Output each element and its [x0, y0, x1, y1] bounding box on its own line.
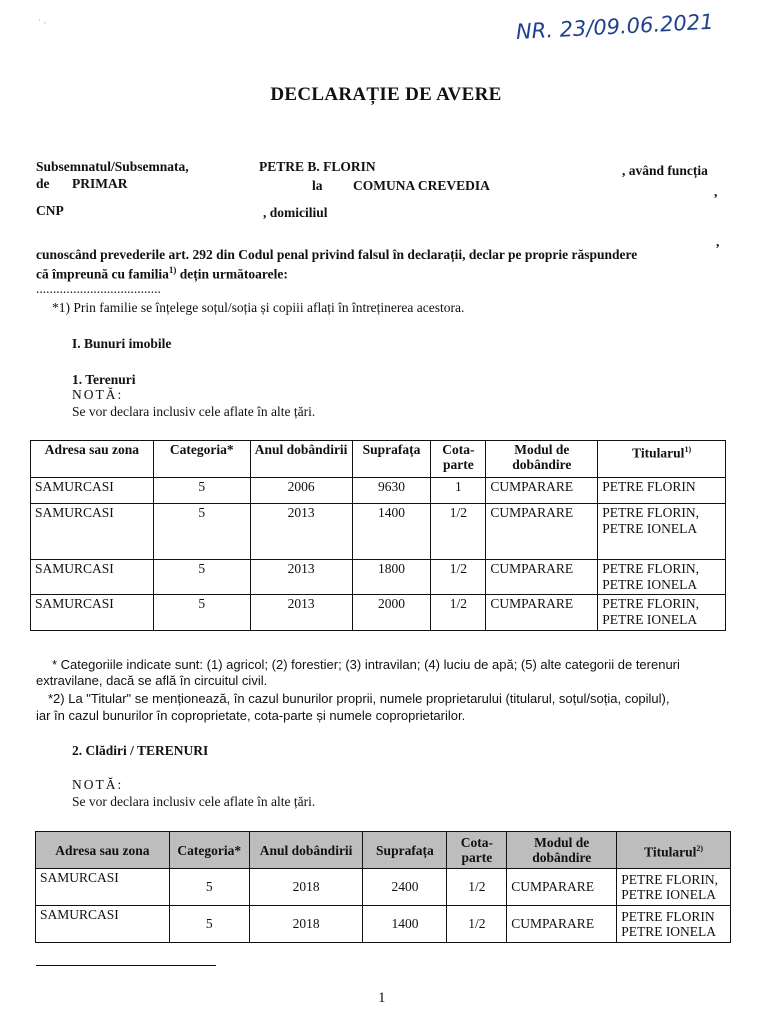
table-row: SAMURCASI 5 2013 1800 1/2 CUMPARARE PETRE FLORIN, PETRE IONELA	[31, 560, 726, 595]
column-header: Modul de dobândire	[507, 832, 617, 869]
column-header: Modul de dobândire	[486, 441, 598, 478]
column-header: Adresa sau zona	[31, 441, 154, 478]
footnote-separator	[36, 965, 216, 966]
categories-note: extravilane, dacă se află în circuitul civil.	[36, 673, 268, 688]
cladiri-table	[35, 831, 731, 943]
column-header: Titularul$^{1)}$	[598, 441, 726, 478]
page-number: 1	[378, 990, 386, 1006]
function-value: PRIMAR	[72, 176, 128, 191]
subsection-heading: 1. Terenuri	[72, 372, 136, 387]
declarant-name: PETRE B. FLORIN	[259, 159, 376, 174]
column-header: Cota-parte	[447, 832, 507, 869]
scan-artifact: ˙ ·	[38, 18, 47, 28]
table-row: SAMURCASI 5 2018 2400 1/2 CUMPARARE PETRE FLORIN, PETRE IONELA	[36, 869, 731, 906]
section-heading: I. Bunuri imobile	[72, 336, 172, 351]
intro-line: cunoscând prevederile art. 292 din Codul penal privind falsul în declarații, declar pe proprie răspundere	[36, 247, 638, 262]
institution-value: COMUNA CREVEDIA	[353, 178, 490, 193]
avand-functia-label: , având funcția	[622, 163, 708, 178]
column-header: Suprafața	[352, 441, 431, 478]
intro-line: că împreună cu familia$^{1)}$ dețin următoarele:	[36, 265, 288, 282]
nota-label: NOTĂ:	[72, 777, 124, 792]
column-header: Categoria*	[169, 832, 249, 869]
column-header: Categoria*	[153, 441, 250, 478]
comma-mark: ,	[716, 234, 720, 249]
column-header: Anul dobândirii	[250, 441, 352, 478]
column-header: Suprafața	[363, 832, 447, 869]
nota-text: Se vor declara inclusiv cele aflate în alte țări.	[72, 404, 316, 419]
terenuri-table	[30, 440, 726, 631]
document-title: DECLARAȚIE DE AVERE	[270, 84, 502, 105]
nota-label: NOTĂ:	[72, 387, 124, 402]
categories-note: * Categoriile indicate sunt: (1) agricol; (2) forestier; (3) intravilan; (4) luciu de apă; (5) alte categorii de terenuri	[52, 657, 680, 672]
subsection-heading: 2. Clădiri / TERENURI	[72, 743, 209, 758]
domiciliul-label: , domiciliul	[263, 205, 328, 220]
table-row: SAMURCASI 5 2018 1400 1/2 CUMPARARE PETRE FLORIN PETRE IONELA	[36, 906, 731, 943]
la-label: la	[312, 178, 323, 193]
column-header: Adresa sau zona	[36, 832, 170, 869]
titular-note: *2) La "Titular" se menționează, în cazul bunurilor proprii, numele proprietarului (titularul, soțul/soția, copilul),	[48, 691, 670, 706]
column-header: Anul dobândirii	[249, 832, 363, 869]
footnote-family: *1) Prin familie se înțelege soțul/soția și copiii aflați în întreținerea acestora.	[52, 300, 465, 315]
column-header: Titularul$^{2)}$	[617, 832, 731, 869]
table-row: SAMURCASI 5 2006 9630 1 CUMPARARE PETRE FLORIN	[31, 478, 726, 504]
table-row: SAMURCASI 5 2013 2000 1/2 CUMPARARE PETRE FLORIN, PETRE IONELA	[31, 595, 726, 631]
column-header: Cota-parte	[431, 441, 486, 478]
table-row: SAMURCASI 5 2013 1400 1/2 CUMPARARE PETRE FLORIN, PETRE IONELA	[31, 504, 726, 560]
comma-mark: ,	[714, 184, 718, 199]
nota-text: Se vor declara inclusiv cele aflate în alte țări.	[72, 794, 316, 809]
titular-note: iar în cazul bunurilor în coproprietate, cota-parte și numele coproprietarilor.	[36, 708, 466, 723]
de-label: de	[36, 176, 50, 191]
subsemnatul-label: Subsemnatul/Subsemnata,	[36, 159, 189, 174]
dotted-line: .....................................	[36, 281, 161, 296]
handwritten-registration-number: NR. 23/09.06.2021	[515, 9, 715, 44]
cnp-label: CNP	[36, 203, 64, 218]
